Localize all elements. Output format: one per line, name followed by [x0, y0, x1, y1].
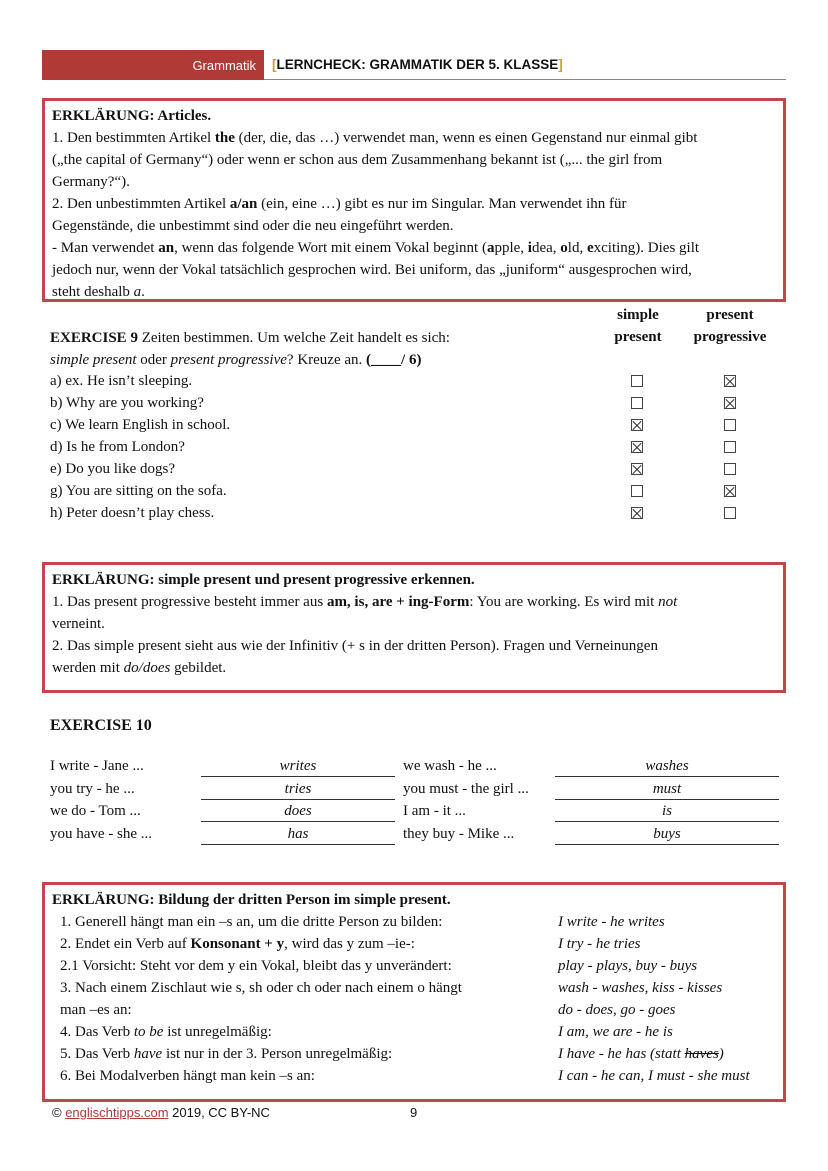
- exercise-10-title: EXERCISE 10: [50, 717, 152, 734]
- exercise-10-prompt: you must - the girl ...: [403, 781, 529, 797]
- exercise-10-answer-field[interactable]: writes: [201, 757, 395, 777]
- checkbox-present-progressive[interactable]: [724, 507, 736, 519]
- exercise-10-answer-field[interactable]: has: [201, 825, 395, 845]
- rule-text: 4. Das Verb to be ist unregelmäßig:: [60, 1024, 272, 1040]
- score-field: (____/ 6): [366, 352, 422, 368]
- box-heading: ERKLÄRUNG: Articles.: [52, 108, 212, 124]
- checkbox-simple-present[interactable]: [631, 463, 643, 475]
- checkbox-present-progressive[interactable]: [724, 375, 736, 387]
- checkbox-present-progressive[interactable]: [724, 463, 736, 475]
- rule-text: man –es an:: [60, 1002, 132, 1018]
- page-header: [42, 50, 786, 80]
- rule-example: I write - he writes: [558, 914, 665, 930]
- header-rule: [264, 79, 786, 80]
- exercise-10-prompt: we wash - he ...: [403, 758, 497, 774]
- box-line: - Man verwendet an, wenn das folgende Wort mit einem Vokal beginnt (apple, idea, old, exciting). Dies gilt: [52, 240, 700, 256]
- exercise-10-prompt: I am - it ...: [403, 803, 466, 819]
- rule-example: I am, we are - he is: [558, 1024, 673, 1040]
- exercise-10-prompt: I write - Jane ...: [50, 758, 144, 774]
- exercise-10-answer-field[interactable]: washes: [555, 757, 779, 777]
- checkbox-present-progressive[interactable]: [724, 485, 736, 497]
- header-title: [LERNCHECK: GRAMMATIK DER 5. KLASSE]: [272, 57, 563, 72]
- exercise-10-answer-field[interactable]: must: [555, 780, 779, 800]
- exercise-9-item: a) ex. He isn’t sleeping.: [50, 373, 193, 389]
- exercise-9-item: e) Do you like dogs?: [50, 461, 175, 477]
- checkbox-present-progressive[interactable]: [724, 441, 736, 453]
- exercise-10-answer-field[interactable]: buys: [555, 825, 779, 845]
- exercise-10-answer-field[interactable]: tries: [201, 780, 395, 800]
- exercise-9-title-line: EXERCISE 9 Zeiten bestimmen. Um welche Zeit handelt es sich:: [50, 330, 450, 346]
- checkbox-simple-present[interactable]: [631, 397, 643, 409]
- footer-copyright: © englischtipps.com 2019, CC BY-NC: [52, 1105, 270, 1120]
- exercise-9-title: EXERCISE 9: [50, 330, 138, 346]
- box-line: („the capital of Germany“) oder wenn er schon aus dem Zusammenhang bekannt ist („... the girl from: [52, 152, 663, 168]
- col-header-simple-line2: present: [614, 329, 662, 345]
- col-header-simple-line1: simple: [617, 307, 659, 323]
- rule-text: 6. Bei Modalverben hängt man kein –s an:: [60, 1068, 315, 1084]
- box-line: werden mit do/does gebildet.: [52, 660, 227, 676]
- checkbox-simple-present[interactable]: [631, 441, 643, 453]
- rule-text: 1. Generell hängt man ein –s an, um die dritte Person zu bilden:: [60, 914, 443, 930]
- exercise-9-instruction: simple present oder present progressive? Kreuze an. (____/ 6): [50, 352, 422, 368]
- exercise-10-prompt: you try - he ...: [50, 781, 135, 797]
- rule-example: I try - he tries: [558, 936, 641, 952]
- box-line: 1. Den bestimmten Artikel the (der, die, das …) verwendet man, wenn es einen Gegenstand nur einmal gibt: [52, 130, 698, 146]
- box-heading: ERKLÄRUNG: simple present und present progressive erkennen.: [52, 572, 475, 588]
- exercise-10-prompt: they buy - Mike ...: [403, 826, 515, 842]
- exercise-9-item: b) Why are you working?: [50, 395, 204, 411]
- rule-text: 2.1 Vorsicht: Steht vor dem y ein Vokal, bleibt das y unverändert:: [60, 958, 452, 974]
- rule-example: do - does, go - goes: [558, 1002, 676, 1018]
- rule-text: 2. Endet ein Verb auf Konsonant + y, wird das y zum –ie-:: [60, 936, 415, 952]
- box-heading: ERKLÄRUNG: Bildung der dritten Person im simple present.: [52, 892, 451, 908]
- rule-example: wash - washes, kiss - kisses: [558, 980, 723, 996]
- box-line: 2. Den unbestimmten Artikel a/an (ein, eine …) gibt es nur im Singular. Man verwendet ihn für: [52, 196, 627, 212]
- section-tag: Grammatik: [42, 50, 264, 80]
- explanation-articles: [42, 98, 786, 302]
- box-line: 2. Das simple present sieht aus wie der Infinitiv (+ s in der dritten Person). Fragen und Verneinungen: [52, 638, 658, 654]
- explanation-third-person: [42, 882, 786, 1102]
- exercise-9-item: g) You are sitting on the sofa.: [50, 483, 227, 499]
- exercise-10-answer-field[interactable]: is: [555, 802, 779, 822]
- box-line: jedoch nur, wenn der Vokal tatsächlich gesprochen wird. Bei uniform, das „juniform“ ausgesprochen wird,: [52, 262, 692, 278]
- box-line: steht deshalb a.: [52, 284, 145, 300]
- exercise-10-answer-field[interactable]: does: [201, 802, 395, 822]
- checkbox-present-progressive[interactable]: [724, 397, 736, 409]
- page-number: 9: [410, 1105, 418, 1120]
- exercise-9-item: c) We learn English in school.: [50, 417, 231, 433]
- checkbox-simple-present[interactable]: [631, 419, 643, 431]
- rule-text: 5. Das Verb have ist nur in der 3. Person unregelmäßig:: [60, 1046, 393, 1062]
- checkbox-simple-present[interactable]: [631, 375, 643, 387]
- exercise-9-item: h) Peter doesn’t play chess.: [50, 505, 215, 521]
- rules-list: [52, 911, 776, 1091]
- col-header-progressive-line1: present: [706, 307, 754, 323]
- col-header-progressive-line2: progressive: [693, 329, 767, 345]
- footer-link[interactable]: englischtipps.com: [65, 1105, 169, 1120]
- checkbox-simple-present[interactable]: [631, 485, 643, 497]
- box-line: Germany?“).: [52, 174, 130, 190]
- box-line: 1. Das present progressive besteht immer aus am, is, are + ing-Form: You are working. Es wird mit not: [52, 594, 678, 610]
- box-line: verneint.: [52, 616, 105, 632]
- rule-text: 3. Nach einem Zischlaut wie s, sh oder ch oder nach einem o hängt: [60, 980, 462, 996]
- rule-example: I have - he has (statt haves): [558, 1046, 724, 1062]
- exercise-10-prompt: you have - she ...: [50, 826, 153, 842]
- exercise-10-prompt: we do - Tom ...: [50, 803, 141, 819]
- rule-example: play - plays, buy - buys: [558, 958, 698, 974]
- rule-example: I can - he can, I must - she must: [558, 1068, 750, 1084]
- explanation-simple-vs-progressive: [42, 562, 786, 693]
- exercise-9-item: d) Is he from London?: [50, 439, 185, 455]
- checkbox-present-progressive[interactable]: [724, 419, 736, 431]
- box-line: Gegenstände, die unbestimmt sind oder die neu eingeführt werden.: [52, 218, 454, 234]
- checkbox-simple-present[interactable]: [631, 507, 643, 519]
